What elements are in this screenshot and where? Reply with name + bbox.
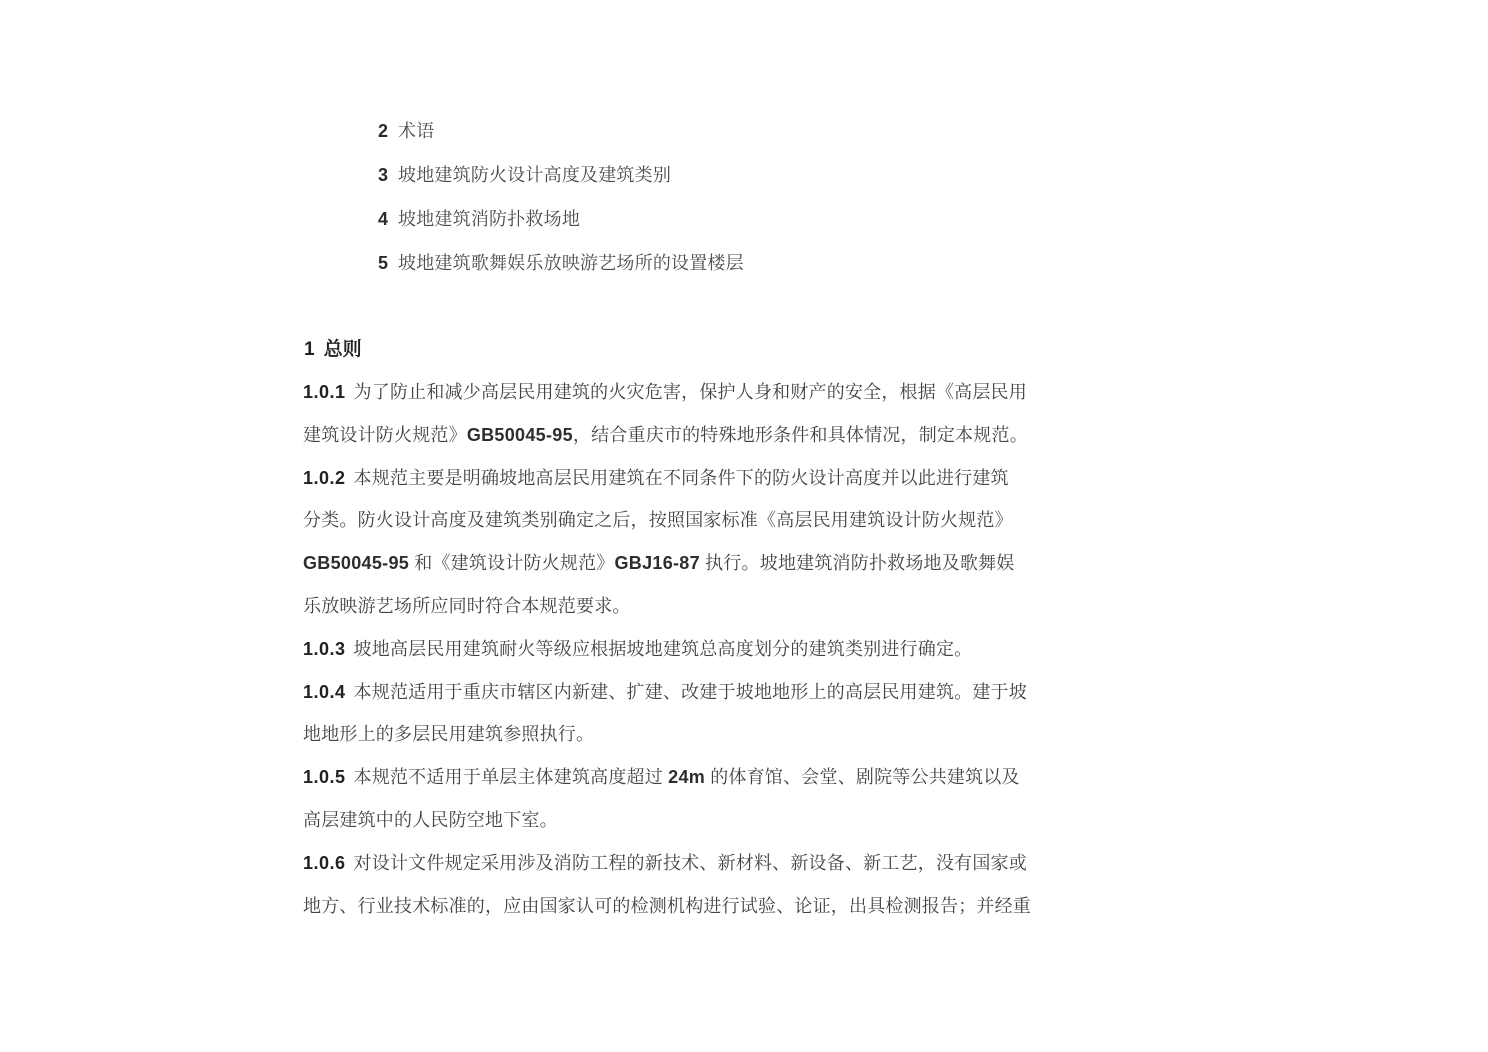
clause-number: 1.0.2 bbox=[303, 467, 346, 488]
toc-item-label: 坡地建筑防火设计高度及建筑类别 bbox=[398, 165, 672, 185]
clause-number: 1.0.3 bbox=[303, 638, 346, 659]
clause-line bbox=[303, 585, 1031, 628]
clause-text: 本规范适用于重庆市辖区内新建、扩建、改建于坡地地形上的高层民用建筑。建于坡 bbox=[353, 681, 1027, 702]
clause-number: 1.0.1 bbox=[303, 382, 346, 402]
clause-line bbox=[303, 414, 1031, 457]
table-of-contents bbox=[378, 109, 744, 285]
clause-line bbox=[303, 457, 1031, 500]
clause-line bbox=[303, 799, 1031, 842]
clause-text: 对设计文件规定采用涉及消防工程的新技术、新材料、新设备、新工艺，没有国家或 bbox=[353, 852, 1027, 873]
toc-item bbox=[378, 241, 744, 285]
clause-text: 高层建筑中的人民防空地下室。 bbox=[303, 809, 558, 830]
clause-line bbox=[303, 542, 1031, 585]
clause-line bbox=[303, 756, 1031, 799]
toc-item-label: 坡地建筑歌舞娱乐放映游艺场所的设置楼层 bbox=[398, 253, 744, 273]
section-body bbox=[303, 371, 1031, 927]
toc-item bbox=[378, 109, 744, 153]
toc-item-number: 4 bbox=[378, 209, 389, 229]
section-title: 总则 bbox=[323, 339, 362, 360]
clause-number: 1.0.6 bbox=[303, 852, 346, 873]
clause-line bbox=[303, 371, 1031, 414]
toc-item-number: 2 bbox=[378, 121, 389, 141]
toc-item-label: 术语 bbox=[398, 121, 435, 141]
clause-text: 本规范不适用于单层主体建筑高度超过 24m 的体育馆、会堂、剧院等公共建筑以及 bbox=[353, 767, 1020, 788]
toc-item-number: 3 bbox=[378, 165, 389, 185]
toc-item-label: 坡地建筑消防扑救场地 bbox=[398, 209, 581, 229]
clause-text: 乐放映游艺场所应同时符合本规范要求。 bbox=[303, 595, 631, 616]
clause-line bbox=[303, 713, 1031, 756]
clause-line bbox=[303, 628, 1031, 671]
clause-text: 分类。防火设计高度及建筑类别确定之后，按照国家标准《高层民用建筑设计防火规范》 bbox=[303, 510, 1013, 531]
clause-text: GB50045-95 和《建筑设计防火规范》GBJ16-87 执行。坡地建筑消防扑救场地及歌舞娱 bbox=[303, 553, 1015, 574]
clause-text: 建筑设计防火规范》GB50045-95，结合重庆市的特殊地形条件和具体情况，制定本规范。 bbox=[303, 424, 1028, 445]
clause-number: 1.0.5 bbox=[303, 767, 346, 788]
section-number: 1 bbox=[304, 339, 315, 360]
clause-text: 为了防止和减少高层民用建筑的火灾危害，保护人身和财产的安全，根据《高层民用 bbox=[353, 382, 1027, 402]
clause-number: 1.0.4 bbox=[303, 681, 346, 702]
clause-line bbox=[303, 842, 1031, 885]
toc-item bbox=[378, 197, 744, 241]
clause-text: 地方、行业技术标准的，应由国家认可的检测机构进行试验、论证，出具检测报告；并经重 bbox=[303, 895, 1031, 916]
clause-text: 地地形上的多层民用建筑参照执行。 bbox=[303, 724, 595, 745]
clause-line bbox=[303, 671, 1031, 714]
toc-item-number: 5 bbox=[378, 253, 389, 273]
toc-item bbox=[378, 153, 744, 197]
clause-text: 坡地高层民用建筑耐火等级应根据坡地建筑总高度划分的建筑类别进行确定。 bbox=[353, 638, 973, 659]
clause-line bbox=[303, 885, 1031, 928]
clause-line bbox=[303, 499, 1031, 542]
section-heading bbox=[304, 330, 362, 370]
clause-text: 本规范主要是明确坡地高层民用建筑在不同条件下的防火设计高度并以此进行建筑 bbox=[353, 467, 1009, 488]
